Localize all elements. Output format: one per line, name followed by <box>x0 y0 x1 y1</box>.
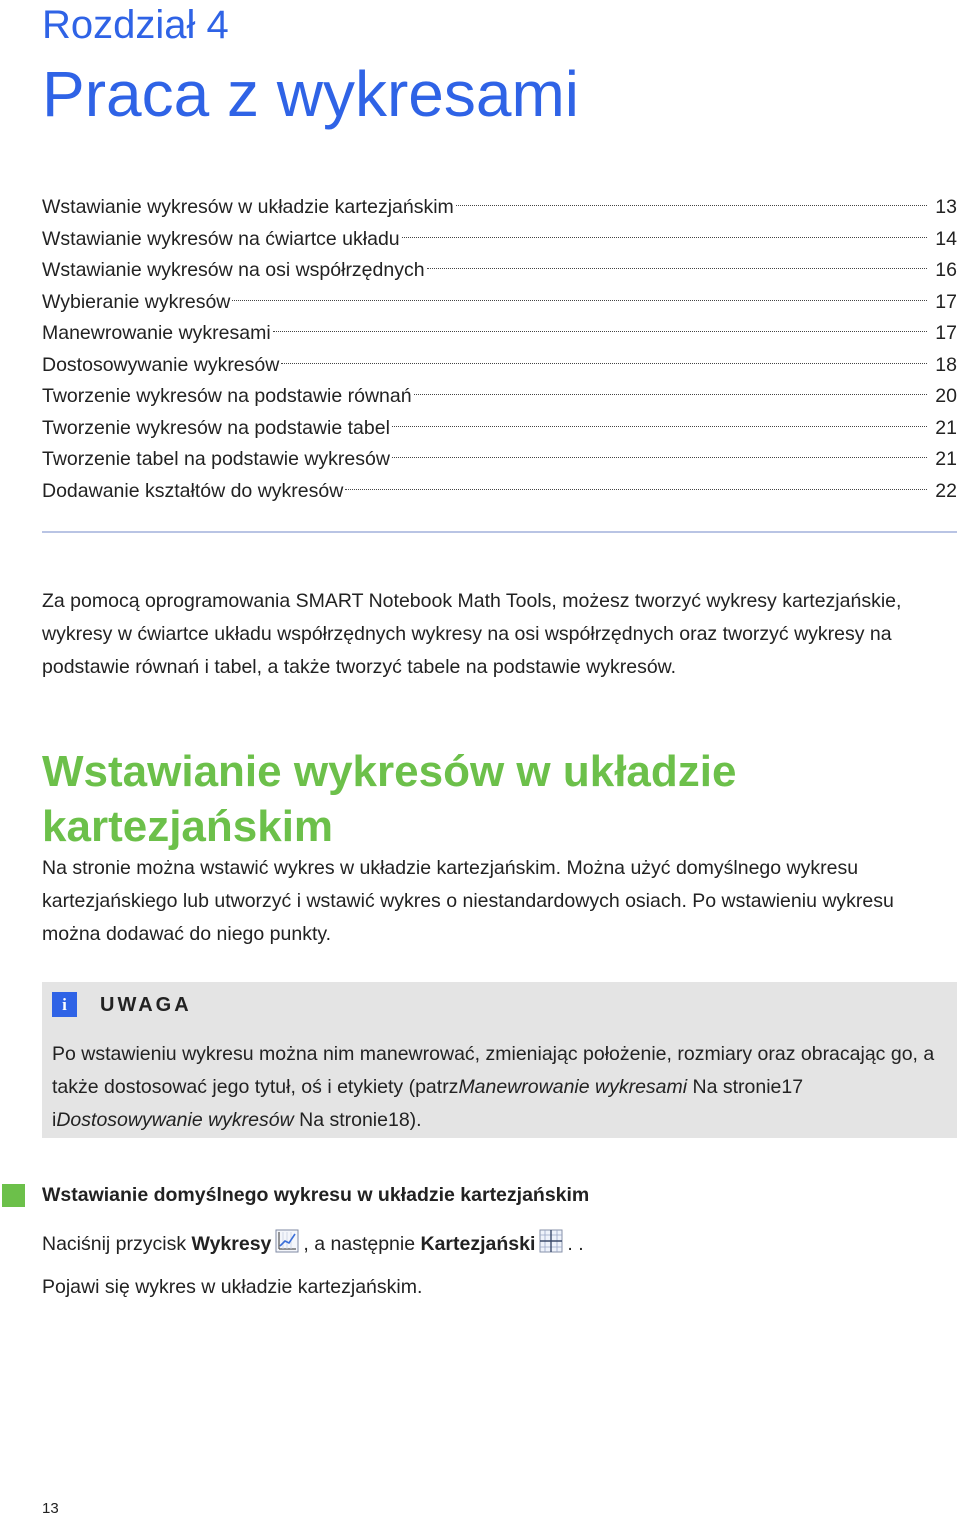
toc-dot-leader <box>281 363 927 364</box>
step-suffix: . . <box>567 1233 584 1255</box>
link-manewrowanie-wykresami[interactable]: Manewrowanie wykresami <box>458 1076 688 1098</box>
toc-entry-title: Tworzenie wykresów na podstawie równań <box>42 385 412 407</box>
intro-paragraph: Za pomocą oprogramowania SMART Notebook Math Tools, możesz tworzyć wykresy kartezjańskie, wykresy w ćwiartce układu współrzędnych wykresy na osi współrzędnych oraz tworzyć wykresy na podstawie równań i tabel, a także tworzyć tabele na podstawie wykresów. <box>42 590 902 678</box>
toc-entry-title: Tworzenie tabel na podstawie wykresów <box>42 448 390 470</box>
cartesian-grid-icon[interactable] <box>539 1229 563 1253</box>
toc-entry-title: Manewrowanie wykresami <box>42 322 271 344</box>
toc-entry[interactable] <box>42 224 957 256</box>
toc-dot-leader <box>414 394 928 395</box>
info-icon: i <box>52 992 77 1017</box>
toc-dot-leader <box>456 205 928 206</box>
section-body: Na stronie można wstawić wykres w układzie kartezjańskim. Można użyć domyślnego wykresu kartezjańskiego lub utworzyć i wstawić wykres o niestandardowych osiach. Po wstawieniu wykresu można dodawać do niego punkty. <box>42 857 894 945</box>
toc-dot-leader <box>232 300 927 301</box>
cartesian-button-label: Kartezjański <box>420 1233 536 1255</box>
toc-dot-leader <box>273 331 928 332</box>
toc-entry-page: 21 <box>935 416 957 439</box>
toc-entry-page: 16 <box>935 259 957 281</box>
toc-entry-title: Wybieranie wykresów <box>42 290 231 313</box>
toc-entry-page: 17 <box>935 290 957 313</box>
toc-entry[interactable] <box>42 318 957 350</box>
chapter-title: Praca z wykresami <box>42 58 579 130</box>
link-dostosowywanie-wykresow[interactable]: Dostosowywanie wykresów <box>56 1109 294 1131</box>
section-title: Wstawianie wykresów w układzie kartezjańskim <box>42 747 737 851</box>
toc-dot-leader <box>427 268 928 269</box>
section-divider <box>42 531 957 533</box>
toc-entry-title: Wstawianie wykresów na osi współrzędnych <box>42 259 425 281</box>
toc-entry[interactable] <box>42 476 957 508</box>
table-of-contents <box>42 192 957 507</box>
toc-entry-title: Tworzenie wykresów na podstawie tabel <box>42 416 390 439</box>
procedure-title: Wstawianie domyślnego wykresu w układzie kartezjańskim <box>42 1184 590 1206</box>
note-box <box>42 982 957 1138</box>
toc-entry[interactable] <box>42 350 957 382</box>
toc-entry[interactable] <box>42 381 957 413</box>
toc-entry-title: Dodawanie kształtów do wykresów <box>42 479 344 502</box>
toc-entry[interactable] <box>42 444 957 476</box>
step-prefix: Naciśnij przycisk <box>42 1233 192 1255</box>
step-middle: , a następnie <box>303 1233 421 1255</box>
toc-dot-leader <box>345 489 927 490</box>
page-number: 13 <box>42 1500 59 1517</box>
procedure-step <box>42 1228 584 1260</box>
note-text-middle: Na stronie17 i <box>52 1076 804 1131</box>
toc-entry[interactable] <box>42 255 957 287</box>
procedure-marker <box>2 1184 25 1207</box>
toc-entry-page: 18 <box>935 353 957 376</box>
toc-entry[interactable] <box>42 287 957 319</box>
toc-entry-page: 21 <box>935 448 957 470</box>
chapter-label: Rozdział 4 <box>42 3 229 47</box>
toc-entry-title: Wstawianie wykresów w układzie kartezjańskim <box>42 196 454 218</box>
toc-entry-page: 13 <box>935 196 957 218</box>
note-text <box>52 1038 947 1137</box>
toc-entry-page: 17 <box>935 322 957 344</box>
note-heading: UWAGA <box>100 994 192 1016</box>
note-text-start: Po wstawieniu wykresu można nim manewrować, zmieniając położenie, rozmiary oraz obracając go, a także dostosować jego tytuł, oś i etykiety (patrz <box>52 1043 935 1098</box>
note-text-end: Na stronie18). <box>293 1109 422 1131</box>
toc-entry-page: 14 <box>935 227 957 250</box>
toc-entry[interactable] <box>42 413 957 445</box>
procedure-result: Pojawi się wykres w układzie kartezjańskim. <box>42 1276 423 1298</box>
toc-dot-leader <box>392 426 927 427</box>
toc-dot-leader <box>392 457 927 458</box>
toc-entry-title: Wstawianie wykresów na ćwiartce układu <box>42 227 400 250</box>
toc-dot-leader <box>402 237 928 238</box>
graphs-icon[interactable] <box>275 1229 299 1253</box>
toc-entry[interactable] <box>42 192 957 224</box>
toc-entry-page: 22 <box>935 479 957 502</box>
toc-entry-title: Dostosowywanie wykresów <box>42 353 280 376</box>
toc-entry-page: 20 <box>935 385 957 407</box>
graphs-button-label: Wykresy <box>191 1233 272 1255</box>
